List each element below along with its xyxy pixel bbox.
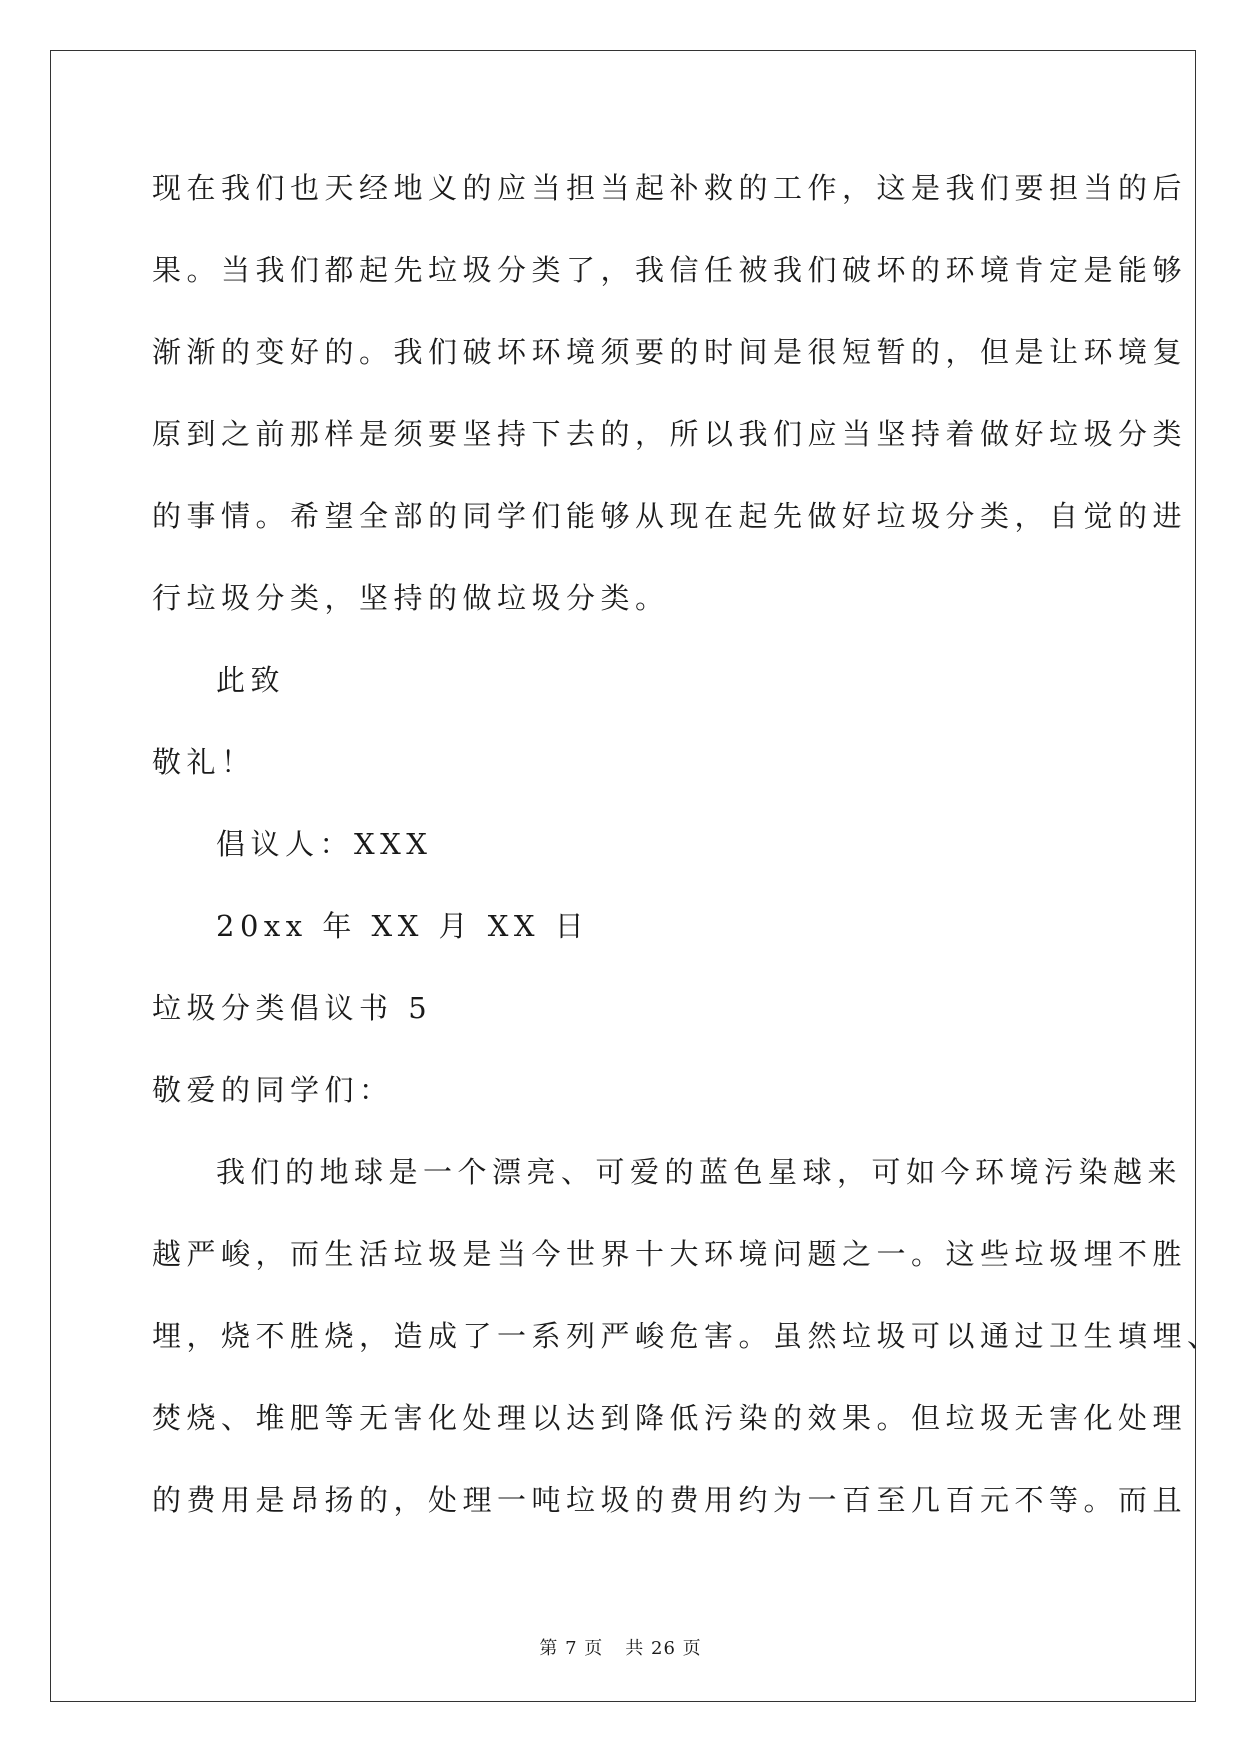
- closing-salutation: 此致: [216, 663, 286, 697]
- proposer-signature: 倡议人：XXX: [216, 827, 433, 861]
- text-line: 现在我们也天经地义的应当担当起补救的工作，这是我们要担当的后: [152, 171, 1188, 205]
- document-body: [152, 162, 1222, 1556]
- letter-date: 20xx 年 XX 月 XX 日: [216, 909, 590, 943]
- section-title: 垃圾分类倡议书 5: [152, 991, 433, 1025]
- greeting: 敬爱的同学们：: [152, 1073, 394, 1107]
- page-number: 第 7 页: [539, 1638, 604, 1659]
- paragraph-line: 我们的地球是一个漂亮、可爱的蓝色星球，可如今环境污染越来: [216, 1155, 1183, 1189]
- paragraph-line: 焚烧、堆肥等无害化处理以达到降低污染的效果。但垃圾无害化处理: [152, 1401, 1188, 1435]
- text-line: 的事情。希望全部的同学们能够从现在起先做好垃圾分类，自觉的进: [152, 499, 1188, 533]
- text-line: 渐渐的变好的。我们破坏环境须要的时间是很短暂的，但是让环境复: [152, 335, 1188, 369]
- text-line: 行垃圾分类，坚持的做垃圾分类。: [152, 581, 670, 615]
- text-line: 原到之前那样是须要坚持下去的，所以我们应当坚持着做好垃圾分类: [152, 417, 1188, 451]
- page-total: 共 26 页: [625, 1638, 702, 1659]
- paragraph-line: 埋，烧不胜烧，造成了一系列严峻危害。虽然垃圾可以通过卫生填埋、: [152, 1319, 1222, 1353]
- closing-regards: 敬礼！: [152, 745, 256, 779]
- text-line: 果。当我们都起先垃圾分类了，我信任被我们破坏的环境肯定是能够: [152, 253, 1188, 287]
- page-footer: [0, 1634, 1241, 1660]
- paragraph-line: 的费用是昂扬的，处理一吨垃圾的费用约为一百至几百元不等。而且: [152, 1483, 1188, 1517]
- paragraph-line: 越严峻，而生活垃圾是当今世界十大环境问题之一。这些垃圾埋不胜: [152, 1237, 1188, 1271]
